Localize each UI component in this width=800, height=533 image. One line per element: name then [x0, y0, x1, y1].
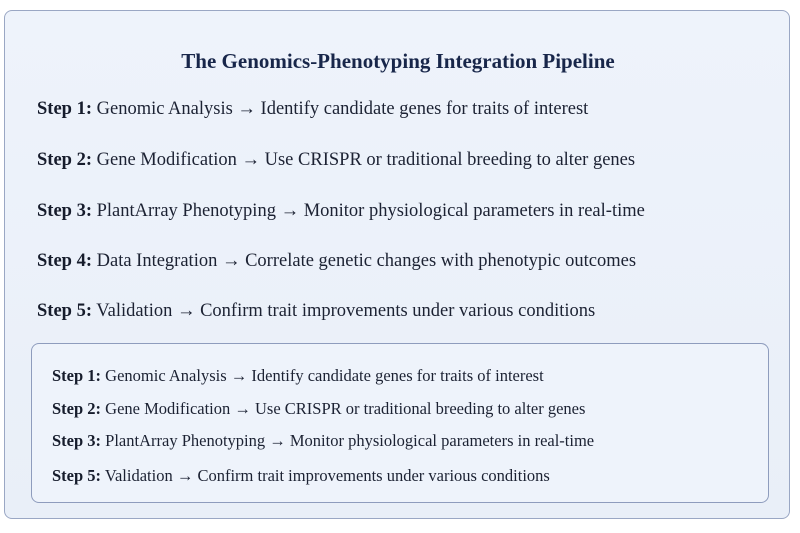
step-name: Genomic Analysis — [105, 366, 227, 385]
step-name: Gene Modification — [96, 150, 237, 170]
step-description: Confirm trait improvements under various conditions — [200, 301, 596, 321]
step-description: Use CRISPR or traditional breeding to alter genes — [264, 150, 636, 170]
step-name: Data Integration — [96, 251, 218, 271]
step-1 — [37, 99, 588, 120]
step-name: PlantArray Phenotyping — [105, 431, 266, 450]
step-description: Identify candidate genes for traits of interest — [251, 366, 544, 385]
step-name: Gene Modification — [105, 399, 231, 418]
summary-box — [31, 343, 769, 503]
step-3 — [37, 201, 645, 222]
step-label: Step 1: — [52, 366, 102, 385]
step-label: Step 2: — [37, 150, 92, 170]
step-5 — [37, 301, 595, 322]
arrow-icon: → — [234, 399, 251, 418]
arrow-icon: → — [176, 466, 194, 485]
arrow-icon: → — [230, 366, 248, 385]
step-4 — [37, 251, 636, 272]
arrow-icon: → — [241, 150, 260, 170]
step-label: Step 3: — [37, 201, 92, 221]
step-description: Monitor physiological parameters in real-time — [289, 431, 595, 450]
step-description: Identify candidate genes for traits of interest — [260, 99, 589, 119]
arrow-icon: → — [176, 301, 196, 321]
arrow-icon: → — [237, 99, 256, 119]
summary-step-3 — [52, 431, 594, 451]
arrow-icon: → — [280, 201, 300, 221]
pipeline-panel — [4, 10, 790, 519]
step-label: Step 5: — [37, 301, 92, 321]
step-name: Validation — [104, 466, 173, 485]
arrow-icon: → — [269, 431, 286, 450]
step-label: Step 3: — [52, 431, 102, 450]
diagram-title: The Genomics-Phenotyping Integration Pipeline — [181, 49, 615, 73]
step-description: Correlate genetic changes with phenotypic outcomes — [245, 251, 637, 271]
step-name: PlantArray Phenotyping — [96, 201, 276, 221]
step-2 — [37, 150, 635, 171]
step-label: Step 4: — [37, 251, 92, 271]
summary-step-1 — [52, 366, 544, 386]
step-label: Step 5: — [52, 466, 102, 485]
step-description: Monitor physiological parameters in real-time — [303, 201, 645, 221]
step-label: Step 2: — [52, 399, 102, 418]
step-label: Step 1: — [37, 99, 92, 119]
step-name: Validation — [96, 301, 173, 321]
step-name: Genomic Analysis — [96, 99, 233, 119]
step-description: Confirm trait improvements under various conditions — [197, 466, 550, 485]
summary-step-2 — [52, 399, 585, 419]
summary-step-5 — [52, 466, 550, 486]
arrow-icon: → — [221, 251, 241, 271]
step-description: Use CRISPR or traditional breeding to alter genes — [255, 399, 586, 418]
